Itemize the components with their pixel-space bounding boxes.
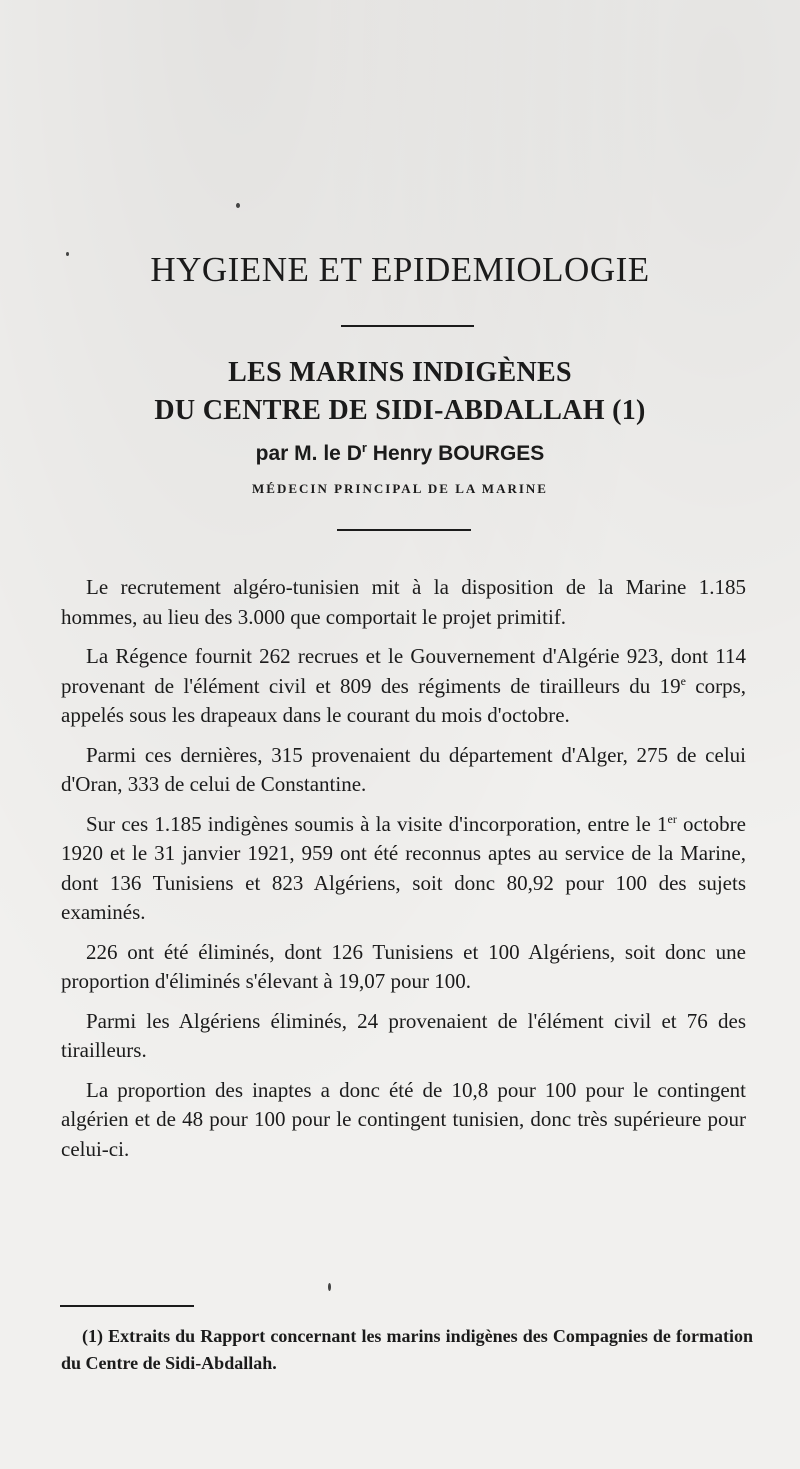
paragraph-4-start: Sur ces 1.185 indigènes soumis à la visite d'incorporation, entre le 1: [86, 811, 668, 836]
paragraph-7: La proportion des inaptes a donc été de 10,8 pour 100 pour le contingent algérien et de 48 pour 100 pour le contingent tunisien, donc très supérieure pour celui-ci.: [61, 1077, 746, 1161]
paragraph-6: Parmi les Algériens éliminés, 24 provenaient de l'élément civil et 76 des tirailleurs.: [61, 1008, 746, 1062]
article-body: [61, 573, 746, 1174]
paragraph-2-start: La Régence fournit 262 recrues et le Gouvernement d'Algérie 923, dont 114 provenant de l'élément civil et 809 des régiments de tirailleurs du 19: [61, 644, 746, 698]
paragraph-1: Le recrutement algéro-tunisien mit à la disposition de la Marine 1.185 hommes, au lieu des 3.000 que comportait le projet primitif.: [61, 575, 746, 629]
paragraph-2-end: corps, appelés sous les drapeaux dans le courant du mois d'octobre.: [61, 673, 746, 727]
author-name: Henry BOURGES: [366, 442, 545, 465]
section-title: HYGIENE ET EPIDEMIOLOGIE: [150, 250, 650, 289]
article-title-line-2: DU CENTRE DE SIDI-ABDALLAH (1): [154, 395, 646, 426]
paragraph-4-end: octobre 1920 et le 31 janvier 1921, 959 ont été reconnus aptes au service de la Marine, dont 136 Tunisiens et 823 Algériens, soit donc 80,92 pour 100 des sujets examinés.: [61, 811, 746, 924]
footnote-rule: [60, 1305, 194, 1307]
ink-speck: [236, 203, 240, 208]
paragraph-5: 226 ont été éliminés, dont 126 Tunisiens et 100 Algériens, soit donc une proportion d'éliminés s'élevant à 19,07 pour 100.: [61, 939, 746, 993]
heading-rule: [337, 529, 471, 531]
paragraph-3: Parmi ces dernières, 315 provenaient du département d'Alger, 275 de celui d'Oran, 333 de celui de Constantine.: [61, 742, 746, 796]
ink-speck: [328, 1283, 331, 1291]
article-title-line-1: LES MARINS INDIGÈNES: [228, 357, 572, 388]
title-rule: [341, 325, 474, 327]
paragraph-4: [61, 810, 746, 928]
author-affiliation: MÉDECIN PRINCIPAL DE LA MARINE: [252, 481, 548, 496]
paragraph-2-superscript: e: [680, 673, 686, 688]
byline-prefix: par M. le D: [255, 442, 362, 465]
byline-superscript: r: [361, 440, 367, 455]
paragraph-4-superscript: er: [667, 811, 677, 826]
footnote: (1) Extraits du Rapport concernant les marins indigènes des Compagnies de formation du Centre de Sidi-Abdallah.: [61, 1326, 753, 1373]
author-byline: [0, 442, 800, 466]
paragraph-2: [61, 642, 746, 731]
